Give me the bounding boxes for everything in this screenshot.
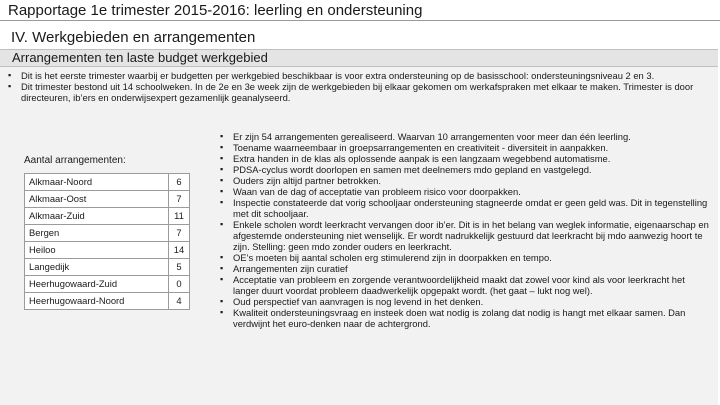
finding-item: ▪ OE’s moeten bij aantal scholen erg stimulerend zijn in doorpakken en tempo. (220, 252, 712, 263)
finding-item: ▪ PDSA-cyclus wordt doorlopen en samen met deelnemers mdo gepland en vastgelegd. (220, 164, 712, 175)
region-count: 14 (169, 242, 190, 259)
region-count: 6 (169, 174, 190, 191)
region-count: 5 (169, 259, 190, 276)
table-row (25, 225, 190, 242)
region-count: 0 (169, 276, 190, 293)
section-header-label: Arrangementen ten laste budget werkgebied (12, 50, 268, 65)
table-row (25, 191, 190, 208)
finding-item: ▪ Enkele scholen wordt leerkracht vervangen door ib’er. Dit is in het belang van weglek informatie, eigenaarschap en afgestemde ondersteuning niet wenselijk. Er wordt nadrukkelijk gestuurd dat leerkracht bij mdo aanwezig hoort te zijn. Stelling: geen mdo zonder ouders en leerkracht. (220, 219, 712, 252)
region-name: Alkmaar-Noord (25, 174, 169, 191)
finding-item: ▪ Er zijn 54 arrangementen gerealiseerd. Waarvan 10 arrangementen voor meer dan één leerling. (220, 131, 712, 142)
finding-item: ▪ Arrangementen zijn curatief (220, 263, 712, 274)
section-header (0, 49, 718, 67)
finding-item: ▪ Inspectie constateerde dat vorig schooljaar ondersteuning stagneerde omdat er geen geld was. Dit in tegenstelling met dit schooljaar. (220, 197, 712, 219)
finding-item: ▪ Oud perspectief van aanvragen is nog levend in het denken. (220, 296, 712, 307)
section-subtitle: IV. Werkgebieden en arrangementen (11, 29, 256, 46)
intro-list (8, 70, 708, 103)
finding-item: ▪ Toename waarneembaar in groepsarrangementen en creativiteit - diversiteit in aanpakken. (220, 142, 712, 153)
region-count: 7 (169, 191, 190, 208)
table-row (25, 276, 190, 293)
findings-list (220, 131, 712, 329)
region-name: Heiloo (25, 242, 169, 259)
finding-item: ▪ Kwaliteit ondersteuningsvraag en insteek doen wat nodig is zolang dat nodig is hangt met elkaar samen. Dan verdwijnt het euro-denken naar de achtergrond. (220, 307, 712, 329)
finding-item: ▪ Extra handen in de klas als oplossende aanpak is een langzaam wegebbend automatisme. (220, 153, 712, 164)
table-row (25, 208, 190, 225)
region-name: Heerhugowaard-Zuid (25, 276, 169, 293)
slide-title: Rapportage 1e trimester 2015-2016: leerling en ondersteuning (8, 2, 423, 19)
finding-item: ▪ Acceptatie van probleem en zorgende verantwoordelijkheid maakt dat zowel voor kind als voor leerkracht het langer duurt voordat probleem daadwerkelijk opgepakt wordt. (het gaat – lukt nog wel). (220, 274, 712, 296)
region-name: Langedijk (25, 259, 169, 276)
title-divider (0, 20, 720, 21)
region-name: Alkmaar-Oost (25, 191, 169, 208)
region-name: Heerhugowaard-Noord (25, 293, 169, 310)
region-count: 4 (169, 293, 190, 310)
table-label: Aantal arrangementen: (24, 155, 126, 166)
table-row (25, 174, 190, 191)
region-name: Bergen (25, 225, 169, 242)
finding-item: ▪ Waan van de dag of acceptatie van probleem risico voor doorpakken. (220, 186, 712, 197)
region-count: 11 (169, 208, 190, 225)
arrangements-table (24, 173, 190, 310)
table-row (25, 293, 190, 310)
table-row (25, 242, 190, 259)
table-row (25, 259, 190, 276)
region-count: 7 (169, 225, 190, 242)
intro-item: ▪ Dit is het eerste trimester waarbij er budgetten per werkgebied beschikbaar is voor extra ondersteuning op de basisschool: ondersteuningsniveau 2 en 3. (8, 70, 708, 81)
intro-item: ▪ Dit trimester bestond uit 14 schoolweken. In de 2e en 3e week zijn de werkgebieden bij elkaar gekomen om werkafspraken met elkaar te maken. Trimester is door directeuren, ib’ers en onderwijsexpert gezamenlijk geanalyseerd. (8, 81, 708, 103)
finding-item: ▪ Ouders zijn altijd partner betrokken. (220, 175, 712, 186)
region-name: Alkmaar-Zuid (25, 208, 169, 225)
